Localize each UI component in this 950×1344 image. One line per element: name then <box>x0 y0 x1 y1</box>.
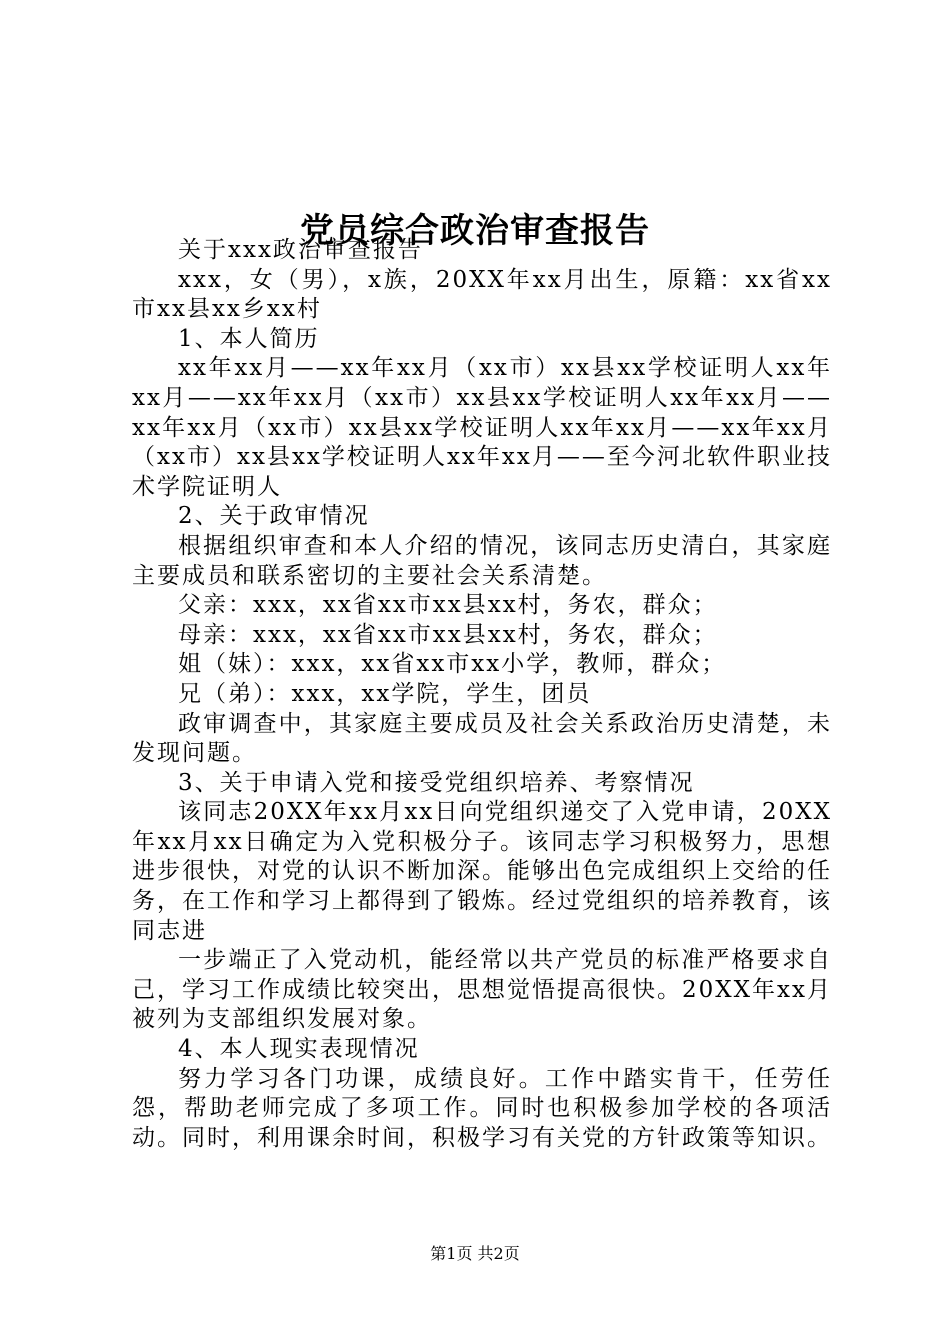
document-title: 党员综合政治审查报告 <box>300 210 650 251</box>
paragraph-application-1: 该同志20XX年xx月xx日向党组织递交了入党申请，20XX年xx月xx日确定为入党积极分子。该同志学习积极努力，思想进步很快，对党的认识不断加深。能够出色完成组织上交给的任务，在工作和学习上都得到了锻炼。经过党组织的培养教育，该同志进 <box>132 799 832 944</box>
section-heading-political-review: 2、关于政审情况 <box>178 503 370 530</box>
paragraph-sister: 姐（妹）：xxx，xx省xx市xx小学，教师，群众； <box>178 651 727 678</box>
section-heading-application: 3、关于申请入党和接受党组织培养、考察情况 <box>178 769 695 796</box>
page-number: 第1页 共2页 <box>430 1244 520 1263</box>
document-body <box>132 236 832 1153</box>
section-heading-resume: 1、本人简历 <box>178 325 320 352</box>
paragraph-resume: xx年xx月——xx年xx月（xx市）xx县xx学校证明人xx年xx月——xx年xx月（xx市）xx县xx学校证明人xx年xx月——xx年xx月（xx市）xx县xx学校证明人xx年xx月——xx年xx月（xx市）xx县xx学校证明人xx年xx月——至今河北软件职业技术学院证明人 <box>132 355 832 500</box>
paragraph-father: 父亲：xxx，xx省xx市xx县xx村，务农，群众； <box>178 592 718 619</box>
paragraph-performance: 努力学习各门功课，成绩良好。工作中踏实肯干，任劳任怨，帮助老师完成了多项工作。同时也积极参加学校的各项活动。同时，利用课余时间，积极学习有关党的方针政策等知识。 <box>132 1065 832 1151</box>
paragraph-review-summary: 根据组织审查和本人介绍的情况，该同志历史清白，其家庭主要成员和联系密切的主要社会关系清楚。 <box>132 532 832 589</box>
paragraph-review-conclusion: 政审调查中，其家庭主要成员及社会关系政治历史清楚，未发现问题。 <box>132 710 832 767</box>
paragraph-mother: 母亲：xxx，xx省xx市xx县xx村，务农，群众； <box>178 621 718 648</box>
paragraph-personal-info: xxx，女（男），x族，20XX年xx月出生，原籍：xx省xx市xx县xx乡xx村 <box>132 266 832 323</box>
section-heading-performance: 4、本人现实表现情况 <box>178 1036 420 1063</box>
paragraph-brother: 兄（弟）：xxx，xx学院，学生，团员 <box>178 680 592 707</box>
paragraph-report-subject: 关于xxx政治审查报告 <box>178 237 423 263</box>
paragraph-application-2: 一步端正了入党动机，能经常以共产党员的标准严格要求自己，学习工作成绩比较突出，思想觉悟提高很快。20XX年xx月被列为支部组织发展对象。 <box>132 947 832 1033</box>
